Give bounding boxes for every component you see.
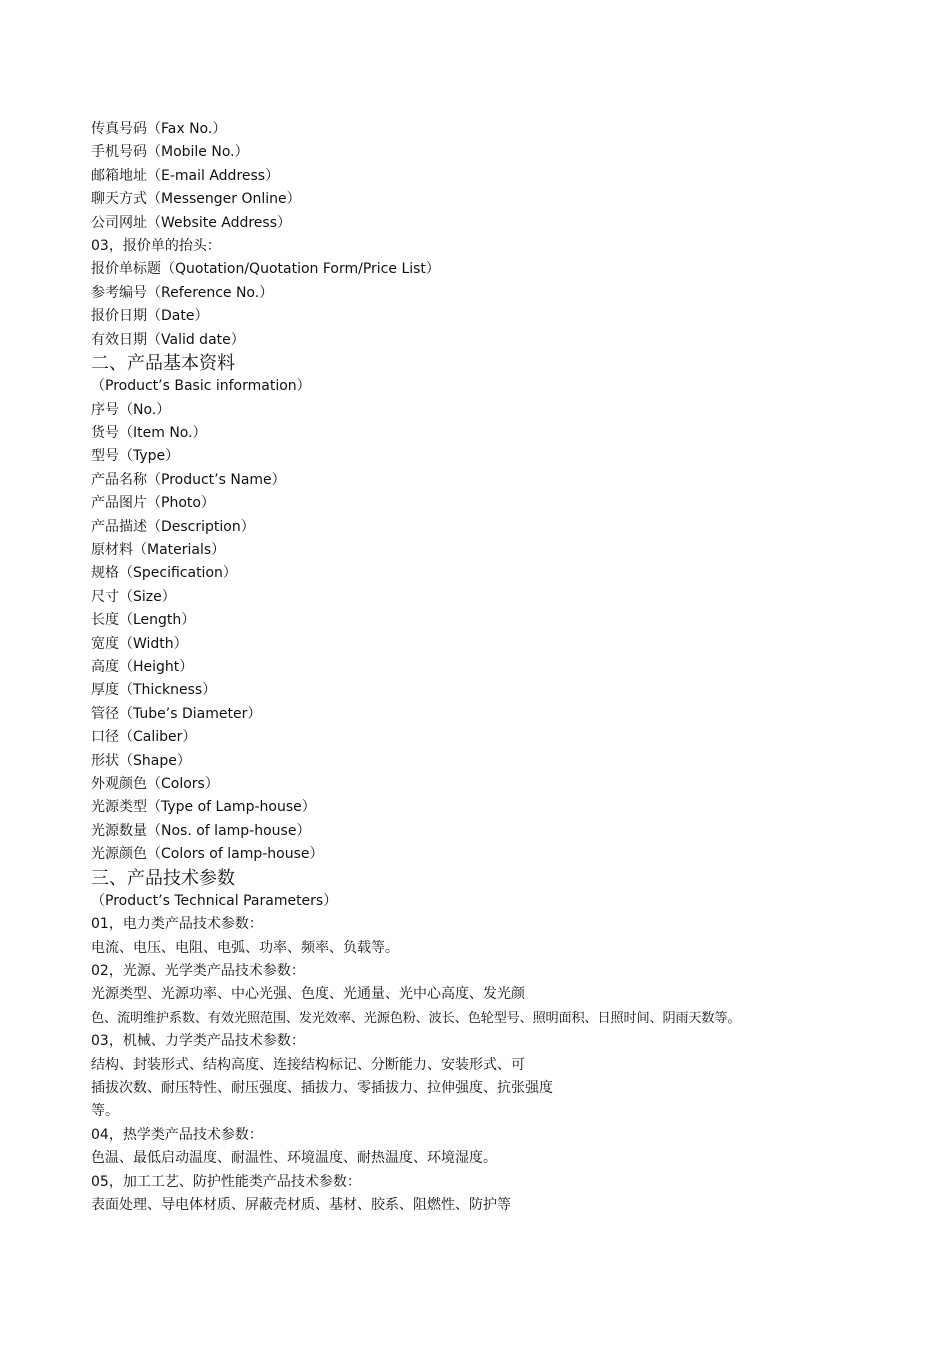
tech-group-text: 结构、封装形式、结构高度、连接结构标记、分断能力、安装形式、可 xyxy=(91,1056,525,1073)
basic-info-item: 口径（Caliber） xyxy=(91,729,197,746)
basic-info-item: 原材料（Materials） xyxy=(91,542,226,559)
tech-group-text: 色、流明维护系数、有效光照范围、发光效率、光源色粉、波长、色轮型号、照明面积、日照时间、阴雨天数等。 xyxy=(91,1010,741,1026)
tech-group-heading: 03，机械、力学类产品技术参数： xyxy=(91,1033,305,1050)
basic-info-item: 光源颜色（Colors of lamp-house） xyxy=(91,846,324,863)
document-body xyxy=(91,118,911,1217)
contact-item-fax: 传真号码（Fax No.） xyxy=(91,121,227,137)
tech-group-text: 插拔次数、耐压特性、耐压强度、插拔力、零插拔力、拉伸强度、抗张强度 xyxy=(91,1080,553,1097)
basic-info-item: 规格（Specification） xyxy=(91,565,237,582)
basic-info-item: 光源类型（Type of Lamp-house） xyxy=(91,799,316,816)
tech-group-heading: 01，电力类产品技术参数： xyxy=(91,916,263,933)
contact-item-messenger: 聊天方式（Messenger Online） xyxy=(91,191,301,208)
quote-header-item: 报价单标题（Quotation/Quotation Form/Price List） xyxy=(91,261,440,278)
section-2-subtitle: （Product’s Basic information） xyxy=(91,378,311,395)
basic-info-item: 宽度（Width） xyxy=(91,635,188,652)
quote-header-item: 参考编号（Reference No.） xyxy=(91,284,274,301)
basic-info-item: 管径（Tube’s Diameter） xyxy=(91,705,262,722)
basic-info-item: 高度（Height） xyxy=(91,658,194,675)
basic-info-item: 产品名称（Product’s Name） xyxy=(91,471,286,488)
tech-group-text: 表面处理、导电体材质、屏蔽壳材质、基材、胶系、阻燃性、防护等 xyxy=(91,1196,511,1213)
basic-info-item: 形状（Shape） xyxy=(91,752,191,769)
quote-header-item: 有效日期（Valid date） xyxy=(91,331,245,348)
basic-info-item: 产品图片（Photo） xyxy=(91,495,215,512)
basic-info-item: 货号（Item No.） xyxy=(91,425,207,442)
basic-info-item: 光源数量（Nos. of lamp-house） xyxy=(91,822,311,839)
contact-item-email: 邮箱地址（E-mail Address） xyxy=(91,167,280,184)
tech-group-heading: 02，光源、光学类产品技术参数： xyxy=(91,963,305,980)
tech-group-heading: 04，热学类产品技术参数： xyxy=(91,1126,263,1143)
basic-info-item: 型号（Type） xyxy=(91,448,180,465)
contact-item-website: 公司网址（Website Address） xyxy=(91,214,292,231)
section-2-title: 二、产品基本资料 xyxy=(91,352,235,374)
contact-item-mobile: 手机号码（Mobile No.） xyxy=(91,144,249,161)
basic-info-item: 序号（No.） xyxy=(91,401,171,418)
basic-info-item: 产品描述（Description） xyxy=(91,518,255,535)
section-3-subtitle: （Product’s Technical Parameters） xyxy=(91,892,338,909)
tech-group-heading: 05，加工工艺、防护性能类产品技术参数： xyxy=(91,1173,361,1190)
tech-group-text: 等。 xyxy=(91,1103,119,1120)
tech-group-text: 电流、电压、电阻、电弧、功率、频率、负载等。 xyxy=(91,939,399,956)
tech-group-text: 光源类型、光源功率、中心光强、色度、光通量、光中心高度、发光颜 xyxy=(91,986,525,1003)
quote-header-item: 报价日期（Date） xyxy=(91,308,209,325)
tech-group-text: 色温、最低启动温度、耐温性、环境温度、耐热温度、环境湿度。 xyxy=(91,1150,497,1167)
section-3-title: 三、产品技术参数 xyxy=(91,867,235,889)
quote-header-heading: 03，报价单的抬头： xyxy=(91,237,221,254)
basic-info-item: 外观颜色（Colors） xyxy=(91,775,219,792)
basic-info-item: 长度（Length） xyxy=(91,612,196,629)
basic-info-item: 尺寸（Size） xyxy=(91,588,176,605)
basic-info-item: 厚度（Thickness） xyxy=(91,682,217,699)
